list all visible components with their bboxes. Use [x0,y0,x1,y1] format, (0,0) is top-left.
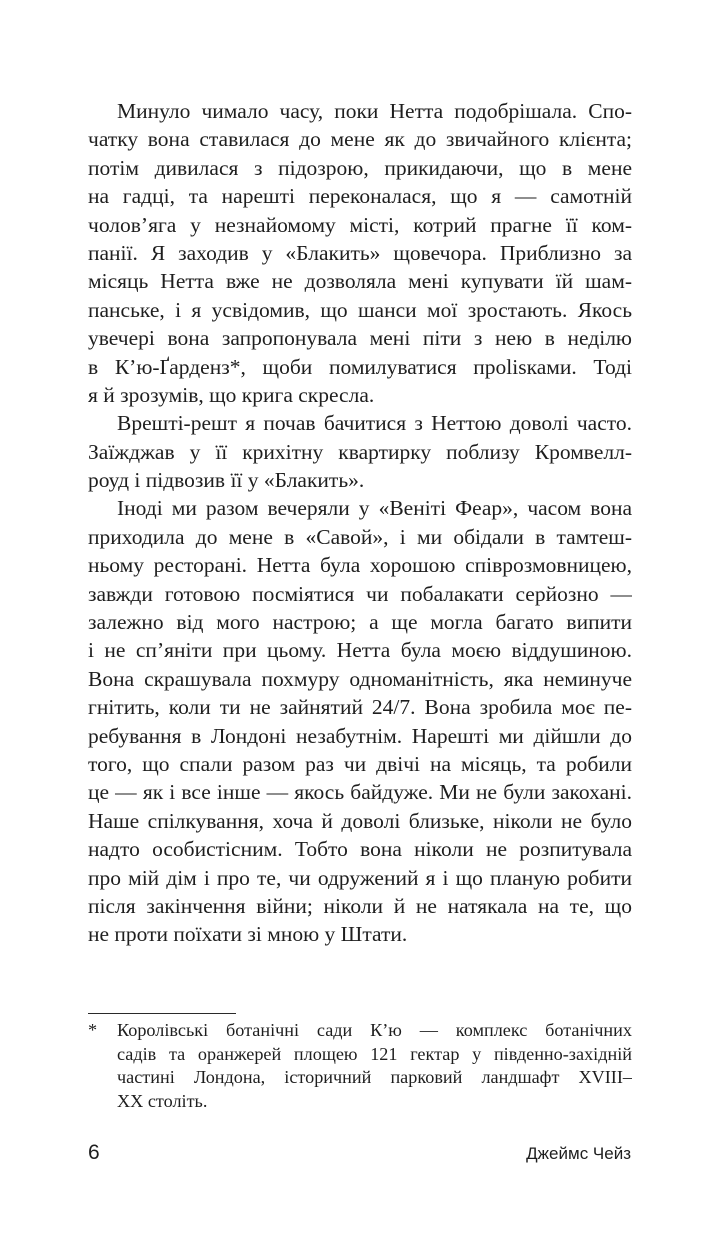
footnote-line: частині Лондона, історичний парковий ландшафт XVIII– [117,1067,632,1087]
footnote-text [117,1019,632,1113]
footnote-mark: * [88,1020,98,1040]
footnote [88,1019,632,1113]
running-footer-author: Джеймс Чейз [526,1144,631,1163]
text-line: Заїжджав у її крихітну квартирку поблизу Кромвелл- [88,439,632,464]
text-line: чолов’яга у незнайомому місті, котрий прагне її ком- [88,212,632,237]
text-line: панії. Я заходив у «Блакить» щовечора. Приблизно за [88,240,632,265]
text-line: в К’ю-Ґарденз*, щоби помилуватися прolisками. Тоді [88,354,632,379]
text-line: Іноді ми разом вечеряли у «Веніті Феар», часом вона [117,496,632,521]
text-line: надто особистісним. Тобто вона ніколи не розпитувала [88,837,632,862]
page-number: 6 [88,1141,100,1164]
text-line: гнітить, коли ти не зайнятий 24/7. Вона зробила моє пе- [88,695,632,720]
text-line: завжди готовою посміятися чи побалакати серйозно — [88,581,632,606]
text-line: роуд і підвозив її у «Блакить». [88,468,365,493]
text-line: увечері вона запропонувала мені піти з нею в неділю [88,326,632,351]
text-line: чатку вона ставилася до мене як до звичайного клієнта; [88,127,632,152]
text-line: потім дивилася з підозрою, прикидаючи, що в мене [88,155,632,180]
footnote-line: Королівські ботанічні сади К’ю — комплекс ботанічних [117,1020,632,1040]
text-line: Врешті-решт я почав бачитися з Неттою доволі часто. [117,411,632,436]
text-line: залежно від мого настрою; а ще могла багато випити [88,610,632,635]
text-line: Наше спілкування, хоча й доволі близьке, ніколи не було [88,808,632,833]
text-line: ньому ресторані. Нетта була хорошою співрозмовницею, [88,553,632,578]
footnote-line: садів та оранжерей площею 121 гектар у південно-західній [117,1043,632,1064]
text-line: на гадці, та нарешті переконалася, що я — самотній [88,184,632,209]
text-line: панське, і я усвідомив, що шанси мої зростають. Якось [88,297,632,322]
text-line: і не сп’яніти при цьому. Нетта була моєю віддушиною. [88,638,632,663]
main-text [88,97,632,949]
text-line: місяць Нетта вже не дозволяла мені купувати їй шам- [88,269,632,294]
text-line: про мій дім і про те, чи одружений я і що планую робити [88,865,632,890]
text-line: ребування в Лондоні незабутнім. Нарешті ми дійшли до [88,723,632,748]
text-line: Вона скрашувала похмуру одноманітність, яка неминуче [88,666,632,691]
text-line: я й зрозумів, що крига скресла. [88,382,375,407]
text-line: приходила до мене в «Савой», і ми обідали в тамтеш- [88,524,632,549]
text-line: Минуло чимало часу, поки Нетта подобрішала. Спо- [117,99,632,123]
text-line: це — як і все інше — якось байдуже. Ми не були закохані. [88,780,632,805]
footnote-line: XX століть. [117,1090,208,1111]
text-line: того, що спали разом раз чи двічі на місяць, та робили [88,751,632,776]
text-line: не проти поїхати зі мною у Штати. [88,922,408,947]
text-line: після закінчення війни; ніколи й не натякала на те, що [88,893,632,918]
footnote-divider [88,1013,236,1014]
